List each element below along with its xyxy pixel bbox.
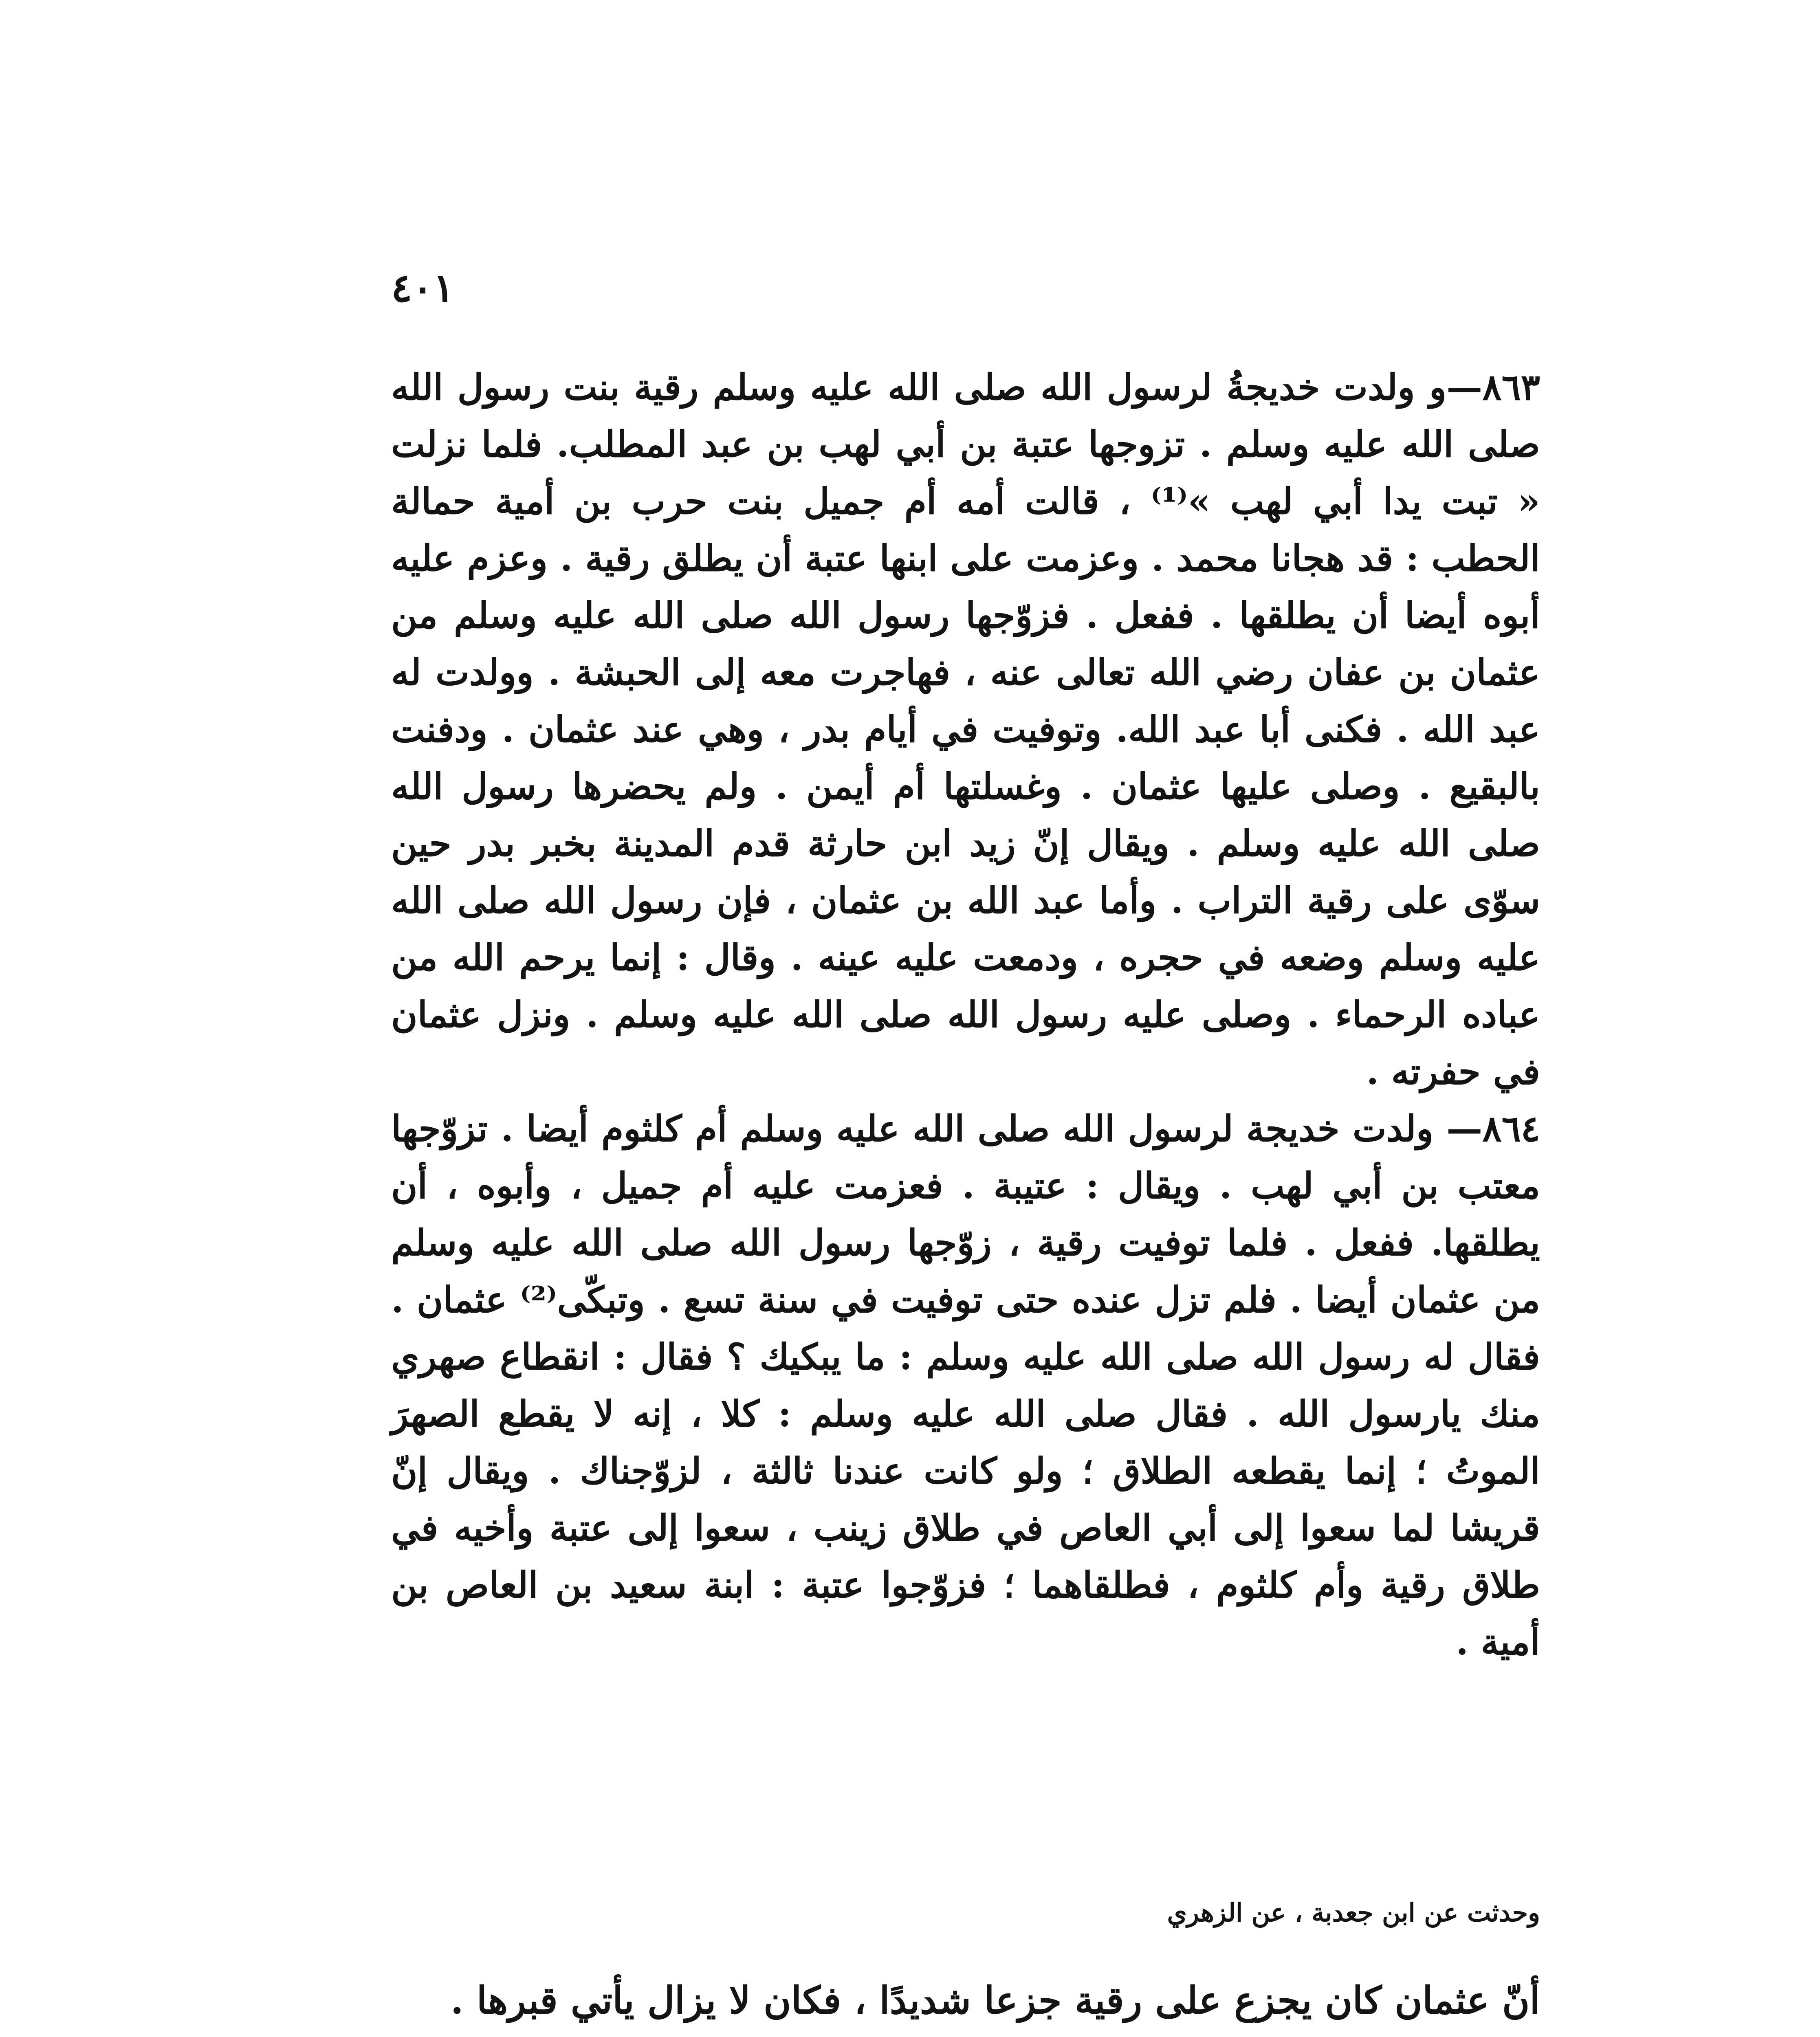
paragraph-text: —و ولدت خديجةُ لرسول الله صلى الله عليه وسلم رقية بنت رسول الله صلى الله عليه وسلم . تزوجها عتبة بن أبي لهب بن عبد المطلب. فلما نزلت « تبت يدا أبي لهب »⁽¹⁾ ، قالت أمه أم جميل بنت حرب بن أمية حمالة الحطب : قد هجانا محمد . وعزمت على ابنها عتبة أن يطلق رقية . وعزم عليه أبوه أيضا أن يطلقها . ففعل . فزوّجها رسول الله صلى الله عليه وسلم من عثمان بن عفان رضي الله تعالى عنه ، فهاجرت معه إلى الحبشة . وولدت له عبد الله . فكنى أبا عبد الله. وتوفيت في أيام بدر ، وهي عند عثمان . ودفنت بالبقيع . وصلى عليها عثمان . وغسلتها أم أيمن . ولم يحضرها رسول الله صلى الله عليه وسلم . ويقال إنّ زيد ابن حارثة قدم المدينة بخبر بدر حين سوّى على رقية التراب . وأما عبد الله بن عثمان ، فإن رسول الله صلى الله عليه وسلم وضعه في حجره ، ودمعت عليه عينه . وقال : إنما يرحم الله من عباده الرحماء . وصلى عليه رسول الله صلى الله عليه وسلم . ونزل عثمان في حفرته . bbox=[391, 366, 1541, 1093]
paragraph-863 bbox=[391, 359, 1540, 1100]
quoted-report: أنّ عثمان كان يجزع على رقية جزعا شديدًا ، فكان لا يزال يأتي قبرها . bbox=[450, 1978, 1540, 2022]
paragraph-text: — ولدت خديجة لرسول الله صلى الله عليه وسلم أم كلثوم أيضا . تزوّجها معتب بن أبي لهب . ويقال : عتيبة . فعزمت عليه أم جميل ، وأبوه ، أن يطلقها. ففعل . فلما توفيت رقية ، زوّجها رسول الله صلى الله عليه وسلم من عثمان أيضا . فلم تزل عنده حتى توفيت في سنة تسع . وتبكّى⁽²⁾ عثمان . فقال له رسول الله صلى الله عليه وسلم : ما يبكيك ؟ فقال : انقطاع صهري منك يارسول الله . فقال صلى الله عليه وسلم : كلا ، إنه لا يقطع الصهرَ الموتُ ؛ إنما يقطعه الطلاق ؛ ولو كانت عندنا ثالثة ، لزوّجناك . ويقال إنّ قريشا لما سعوا إلى أبي العاص في طلاق زينب ، سعوا إلى عتبة وأخيه في طلاق رقية وأم كلثوم ، فطلقاهما ؛ فزوّجوا عتبة : ابنة سعيد بن العاص بن أمية . bbox=[391, 1107, 1540, 1663]
paragraph-number: ٨٦٣ bbox=[1482, 366, 1540, 408]
isnad-line: وحدثت عن ابن جعدبة ، عن الزهري bbox=[1167, 1898, 1540, 1927]
paragraph-number: ٨٦٤ bbox=[1482, 1107, 1540, 1150]
page-number: ٤٠١ bbox=[391, 265, 454, 311]
paragraph-864 bbox=[391, 1100, 1540, 1670]
main-text bbox=[391, 359, 1540, 1670]
